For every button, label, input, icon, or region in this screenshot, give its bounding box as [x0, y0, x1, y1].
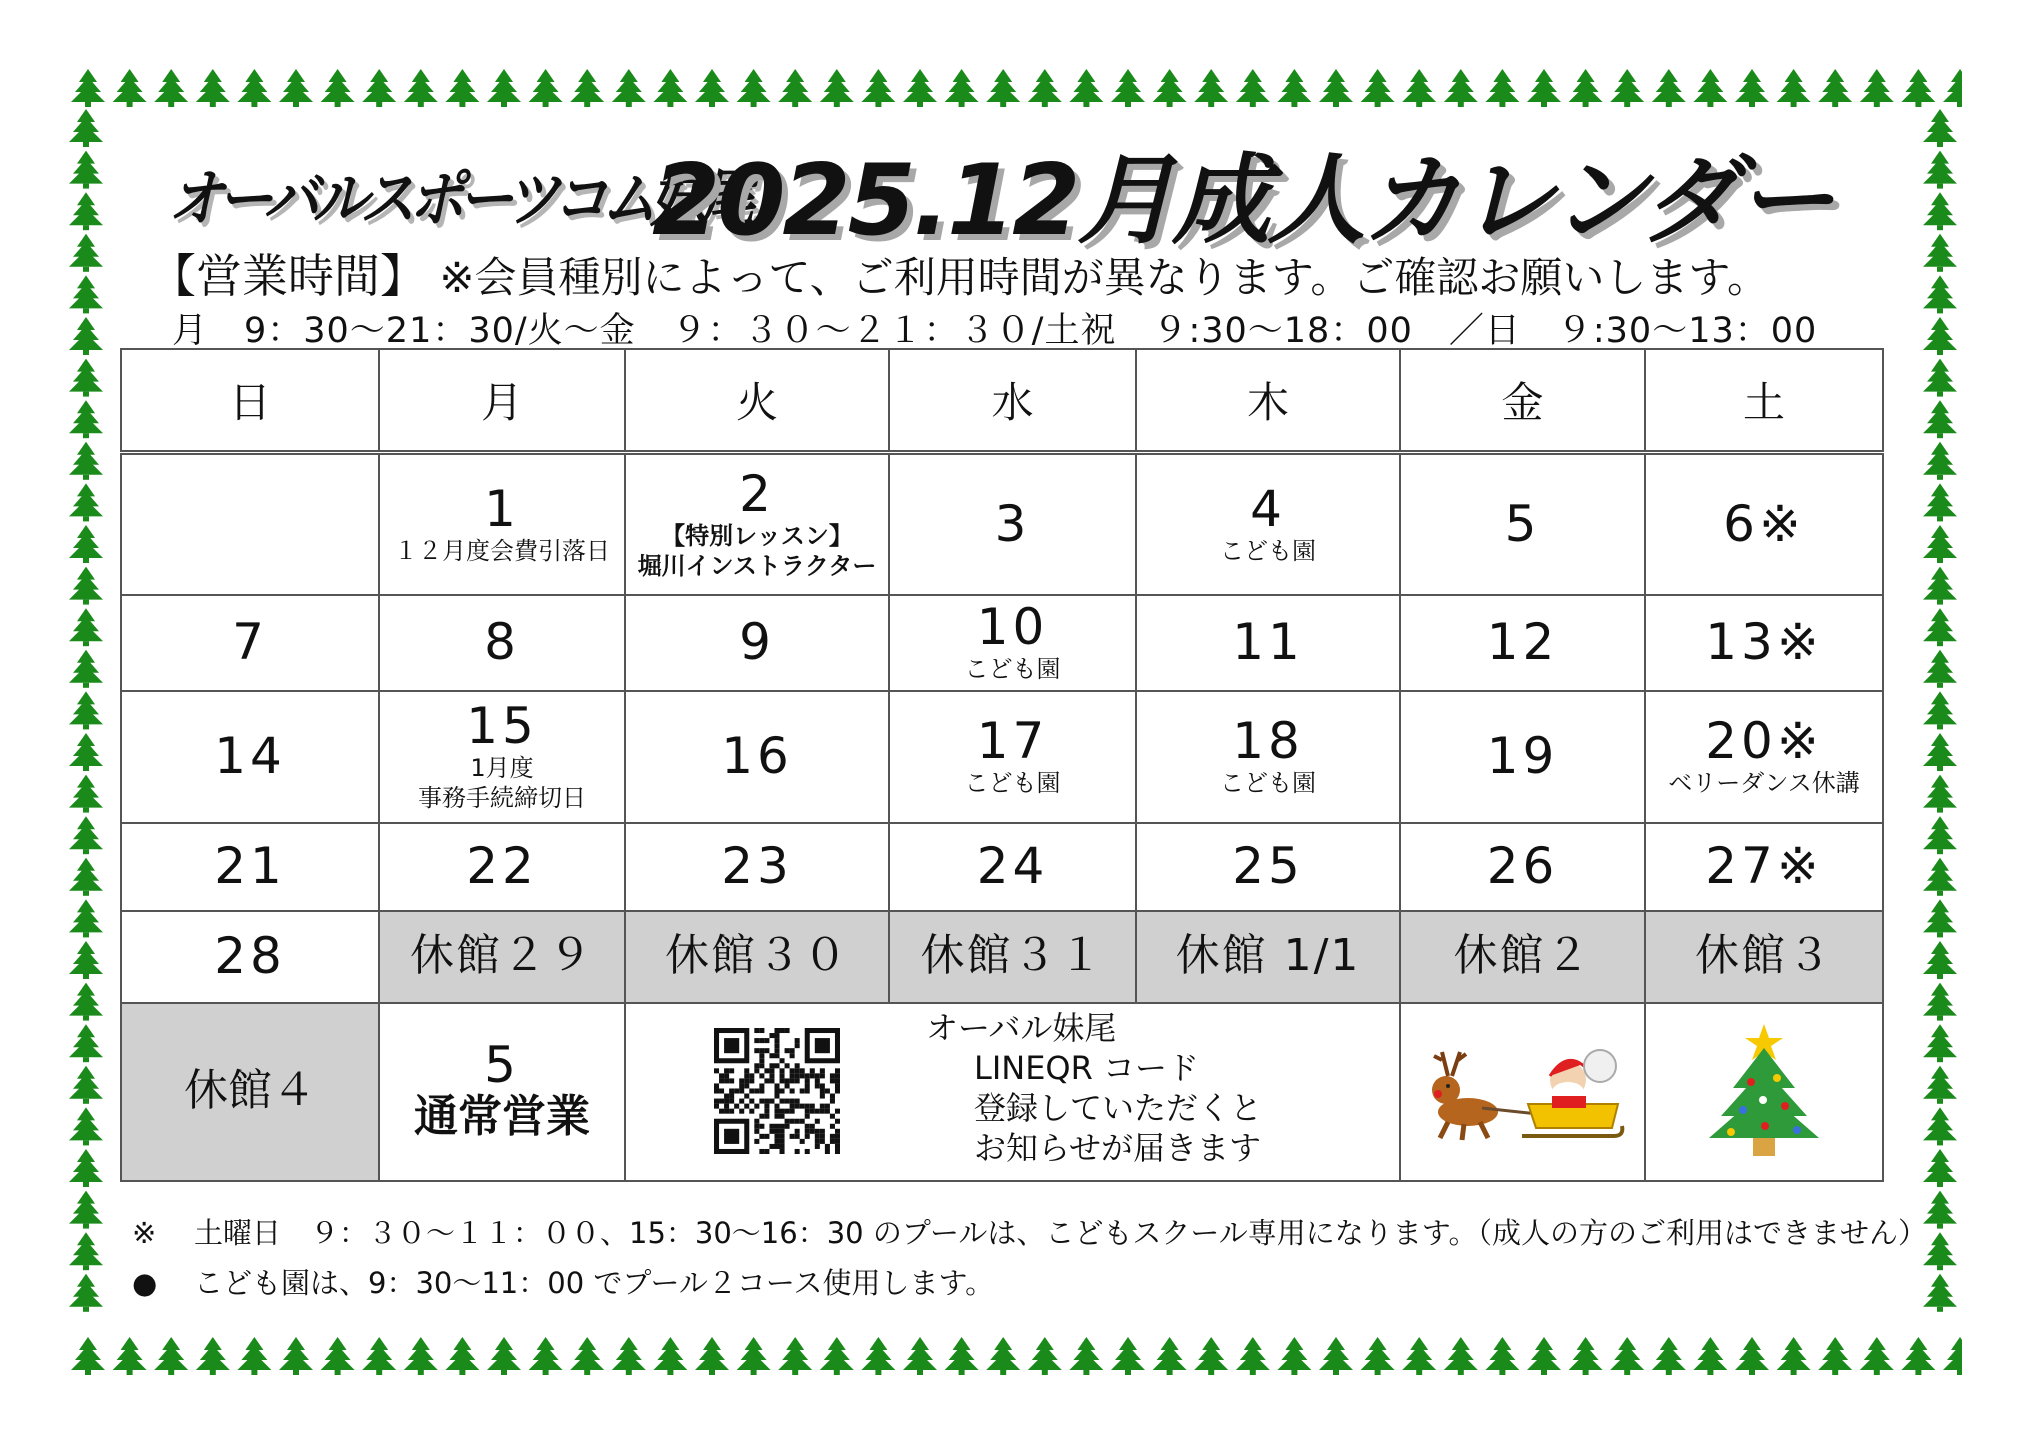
line-info-line-3: 登録していただくと: [974, 1088, 1263, 1127]
page-title: 2025.12月成人カレンダー: [652, 144, 1831, 258]
day-cell: [889, 453, 1136, 595]
day-cell: [625, 823, 889, 911]
day-cell: [121, 823, 379, 911]
day-note: こども園: [1220, 768, 1316, 797]
day-note: こども園: [964, 768, 1061, 797]
footnote-1-mark: ※: [132, 1216, 157, 1250]
weekday-thu: 木: [1136, 349, 1400, 453]
day-number: 3: [994, 495, 1031, 553]
day-cell: [625, 453, 889, 595]
day-cell: [121, 911, 379, 1003]
day-cell: [121, 691, 379, 823]
weekday-sun: 日: [121, 349, 379, 453]
calendar-week-row: [121, 453, 1883, 595]
day-cell: [1645, 691, 1883, 823]
day-cell: [1136, 453, 1400, 595]
day-number: 休館３１: [920, 930, 1105, 982]
line-info-line-1: オーバル妹尾: [926, 1008, 1117, 1047]
day-number: 26: [1486, 837, 1559, 896]
footnote-1: [132, 1208, 1927, 1258]
santa-reindeer-sleigh-icon: [1418, 1030, 1628, 1150]
day-number: 5: [1504, 495, 1541, 553]
day-number: 18: [1232, 712, 1304, 771]
footnote-1-text: 土曜日 ９：３０〜１１：００、15：30〜16：30 のプールは、こどもスクール専用になります。（成人の方のご利用はできません）: [194, 1216, 1927, 1250]
day-cell: [379, 595, 625, 691]
day-number: 4: [1250, 480, 1286, 538]
footnote-2: [132, 1258, 1927, 1308]
day-cell: [1136, 911, 1400, 1003]
day-number: 24: [976, 837, 1049, 896]
facility-name: オーバルスポーツコム妹尾: [168, 163, 749, 237]
weekday-mon: 月: [379, 349, 625, 453]
calendar-week-row: [121, 823, 1883, 911]
christmas-tree-icon: [1699, 1020, 1829, 1160]
footnote-2-text: こども園は、9：30〜11：00 でプール２コース使用します。: [194, 1266, 995, 1300]
day-number: 28: [214, 927, 286, 986]
footnotes: [132, 1208, 1927, 1308]
day-cell: [625, 911, 889, 1003]
day-number: 2: [739, 465, 775, 523]
day-cell: [1136, 691, 1400, 823]
day-cell: [121, 453, 379, 595]
santa-cell: [1400, 1003, 1645, 1181]
day-number: 13※: [1705, 613, 1823, 672]
day-cell: [889, 911, 1136, 1003]
day-note: 【特別レッスン】: [661, 521, 853, 550]
reopen-label: 通常営業: [414, 1091, 590, 1143]
footnote-2-mark: ●: [132, 1266, 158, 1300]
day-number: 22: [466, 837, 538, 896]
day-number: 7: [232, 613, 268, 672]
weekday-fri: 金: [1400, 349, 1645, 453]
day-cell: [379, 823, 625, 911]
day-cell: [121, 595, 379, 691]
day-number: 16: [721, 727, 793, 786]
weekday-tue: 火: [625, 349, 889, 453]
tree-border-bottom: [66, 1334, 1962, 1378]
day-cell: [625, 595, 889, 691]
day-cell: [379, 453, 625, 595]
line-info-line-4: お知らせが届きます: [974, 1128, 1262, 1167]
line-info: [926, 1008, 1262, 1168]
day-cell: [1400, 595, 1645, 691]
day-number: 14: [214, 727, 286, 786]
day-cell: [1645, 911, 1883, 1003]
hours-label: 【営業時間】: [150, 249, 426, 303]
day-cell-reopen: [379, 1003, 625, 1181]
hours-line: [150, 240, 1769, 306]
day-cell: [1136, 823, 1400, 911]
day-number: 6※: [1723, 495, 1805, 553]
calendar-table: [120, 348, 1884, 1182]
day-cell: [1645, 823, 1883, 911]
day-number: 19: [1486, 727, 1559, 786]
day-number: 休館２: [1453, 930, 1592, 982]
closed-label: 休館４: [184, 1065, 316, 1117]
day-number: 25: [1232, 837, 1304, 896]
calendar-week-row: [121, 691, 1883, 823]
day-note: 1月度: [470, 753, 534, 782]
day-note: １２月度会費引落日: [394, 536, 610, 565]
calendar-week-row: [121, 911, 1883, 1003]
day-cell: [1645, 595, 1883, 691]
day-cell: [889, 595, 1136, 691]
day-cell: [889, 823, 1136, 911]
tree-border-right: [1918, 108, 1962, 1334]
day-note: こども園: [964, 654, 1061, 683]
tree-border-top: [66, 66, 1962, 110]
day-number: 21: [214, 837, 286, 896]
reopen-day: 5: [484, 1035, 520, 1094]
weekday-sat: 土: [1645, 349, 1883, 453]
day-number: 20※: [1705, 712, 1823, 771]
day-number: 9: [739, 613, 775, 672]
hours-schedule: 月 9：30〜21：30/火〜金 ９：３０〜２１：３０/土祝 ９:30〜18：00 ／日 ９:30〜13：00: [172, 311, 1818, 351]
day-note: 事務手続締切日: [418, 783, 586, 812]
calendar-body: [121, 453, 1883, 1003]
day-cell: [1645, 453, 1883, 595]
day-number: 12: [1486, 613, 1559, 672]
day-number: 27※: [1705, 837, 1823, 896]
day-number: 8: [484, 613, 520, 672]
day-cell-closed: [121, 1003, 379, 1181]
day-cell: [1400, 823, 1645, 911]
day-cell: [889, 691, 1136, 823]
day-number: 休館３０: [665, 930, 849, 982]
day-cell: [1400, 911, 1645, 1003]
day-number: 15: [466, 697, 538, 756]
day-cell: [625, 691, 889, 823]
day-note: 堀川インストラクター: [637, 551, 877, 580]
day-note: こども園: [1220, 536, 1316, 565]
day-cell: [1400, 691, 1645, 823]
day-number: 休館２９: [410, 930, 594, 982]
qr-code-icon: [714, 1028, 840, 1158]
day-number: 10: [976, 598, 1049, 657]
day-number: 休館 1/1: [1175, 930, 1361, 982]
day-number: 1: [484, 480, 520, 538]
day-cell: [379, 691, 625, 823]
tree-cell: [1645, 1003, 1883, 1181]
day-cell: [1136, 595, 1400, 691]
hours-note: ※会員種別によって、ご利用時間が異なります。ご確認お願いします。: [439, 253, 1769, 302]
calendar-week-row: [121, 595, 1883, 691]
day-cell: [379, 911, 625, 1003]
calendar-week-last: [121, 1003, 1883, 1181]
day-number: 休館３: [1695, 930, 1833, 982]
day-note: ベリーダンス休講: [1668, 768, 1860, 797]
day-number: 23: [721, 837, 793, 896]
weekday-wed: 水: [889, 349, 1136, 453]
day-number: 17: [976, 712, 1049, 771]
line-info-line-2: LINEQR コード: [974, 1048, 1200, 1087]
tree-border-left: [64, 108, 108, 1334]
day-cell: [1400, 453, 1645, 595]
weekday-header-row: [121, 349, 1883, 453]
line-qr-cell: [625, 1003, 1400, 1181]
day-number: 11: [1232, 613, 1304, 672]
